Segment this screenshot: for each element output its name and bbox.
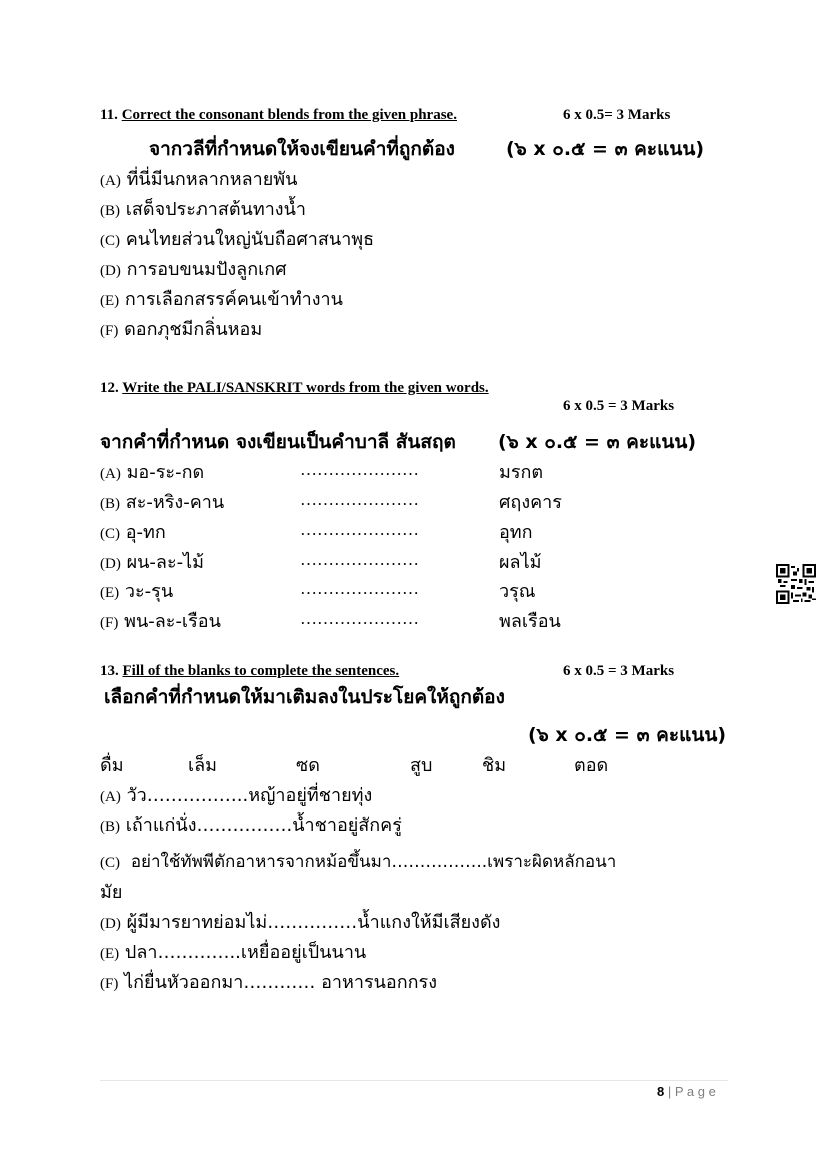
- q13-item: (A) วัว……………..หญ้าอยู่ที่ชายทุ่ง: [100, 785, 373, 806]
- q11-heading: [100, 107, 457, 124]
- answer-blank: …………………: [300, 520, 419, 539]
- page-footer: [657, 1084, 716, 1099]
- q13-heading: [100, 663, 399, 680]
- q13-number: 13.: [100, 663, 119, 679]
- q13-item: (D) ผู้มีมารยาทย่อมไม่……………น้ำแกงให้มีเสียงดัง: [100, 912, 501, 933]
- answer-blank: …………………: [300, 550, 419, 569]
- word-bank-item: สูบ: [410, 755, 433, 776]
- q13-marks: 6 x 0.5 = 3 Marks: [563, 663, 675, 679]
- answer-word: มรกต: [499, 462, 544, 483]
- q11-item: (A) ที่นี่มีนกหลากหลายพัน: [100, 169, 298, 190]
- q13-item: (F) ไก่ยื่นหัวออกมา………… อาหารนอกกรง: [100, 972, 437, 993]
- word-bank-item: ซด: [296, 755, 320, 776]
- word-bank-item: ดื่ม: [100, 755, 124, 776]
- q12-thai-marks: (๖ x ๐.๕ = ๓ คะแนน): [498, 431, 696, 453]
- q11-item: (B) เสด็จประภาสต้นทางน้ำ: [100, 199, 306, 220]
- q13-item: (C) อย่าใช้ทัพพีตักอาหารจากหม้อขึ้นมา……………..เพราะผิดหลักอนา: [100, 852, 617, 872]
- q12-heading: [100, 380, 489, 397]
- q11-thai-marks: (๖ x ๐.๕ = ๓ คะแนน): [506, 138, 704, 160]
- qr-code-icon: [776, 564, 816, 604]
- word-bank-item: ตอด: [574, 755, 609, 776]
- q12-marks: 6 x 0.5 = 3 Marks: [563, 398, 675, 414]
- q12-title: Write the PALI/SANSKRIT words from the given words.: [122, 380, 489, 396]
- q13-thai-marks: (๖ x ๐.๕ = ๓ คะแนน): [528, 724, 726, 746]
- word-bank-item: ชิม: [482, 755, 507, 776]
- q12-thai-instruction: จากคำที่กำหนด จงเขียนเป็นคำบาลี สันสฤต: [100, 431, 456, 453]
- answer-word: ศฤงคาร: [499, 492, 562, 513]
- q11-item: (D) การอบขนมปังลูกเกศ: [100, 259, 287, 280]
- q11-item: (F) ดอกภุชมีกลิ่นหอม: [100, 319, 263, 340]
- footer-separator: |: [667, 1084, 672, 1099]
- answer-blank: …………………: [300, 490, 419, 509]
- q13-item-continuation: มัย: [100, 882, 123, 903]
- q11-title: Correct the consonant blends from the given phrase.: [121, 107, 457, 123]
- page-number: 8: [657, 1084, 665, 1099]
- q11-thai-instruction: จากวลีที่กำหนดให้จงเขียนคำที่ถูกต้อง: [149, 138, 455, 160]
- answer-blank: …………………: [300, 609, 419, 628]
- answer-word: พลเรือน: [499, 611, 561, 632]
- q13-title: Fill of the blanks to complete the sentences.: [122, 663, 400, 679]
- answer-word: ผลไม้: [499, 552, 542, 573]
- q11-number: 11.: [100, 107, 118, 123]
- answer-word: วรุณ: [499, 581, 536, 602]
- word-bank-item: เล็ม: [188, 755, 218, 776]
- q12-number: 12.: [100, 380, 119, 396]
- q11-item: (E) การเลือกสรรค์คนเข้าทำงาน: [100, 289, 343, 310]
- answer-blank: …………………: [300, 460, 419, 479]
- q13-item: (B) เถ้าแก่นั่ง…………….น้ำชาอยู่สักครู่: [100, 815, 402, 836]
- footer-divider: [100, 1080, 728, 1081]
- q13-thai-instruction: เลือกคำที่กำหนดให้มาเติมลงในประโยคให้ถูกต้อง: [104, 686, 505, 708]
- answer-word: อุทก: [499, 522, 533, 543]
- q13-item: (E) ปลา…………..เหยื่ออยู่เป็นนาน: [100, 942, 367, 963]
- q11-item: (C) คนไทยส่วนใหญ่นับถือศาสนาพุธ: [100, 229, 375, 250]
- answer-blank: …………………: [300, 579, 419, 598]
- page-label: P a g e: [674, 1084, 716, 1099]
- q11-marks: 6 x 0.5= 3 Marks: [563, 107, 671, 123]
